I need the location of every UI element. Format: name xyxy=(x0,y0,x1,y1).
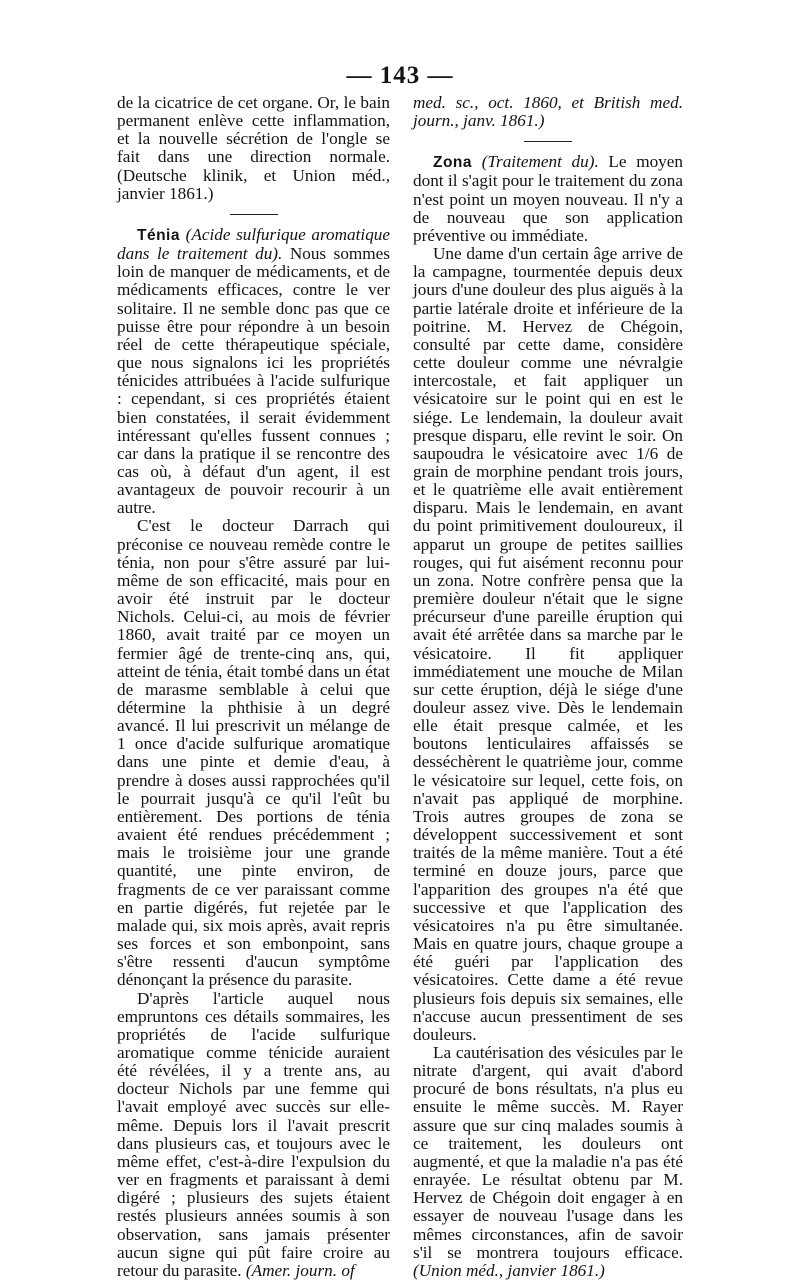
citation-amer-journ: (Amer. journ. of xyxy=(246,1261,355,1280)
paragraph-cauterisation-text: La cautérisation des vésicules par le nitrate d'argent, qui avait d'abord procuré de bons résultats, n'a plus eu ensuite le même succès. M. Rayer assure que sur cinq malades soumis à ce traitement, les douleurs ont augmenté, et que la maladie n'a pas été enrayée. Le résultat obtenu par M. Hervez de Chégoin doit engager à en essayer de nouveau l'usage dans les mêmes circonstances, afin de savoir s'il se montrera toujours efficace. xyxy=(413,1043,683,1262)
entry-body-tenia: Nous sommes loin de manquer de médicaments, et de médicaments efficaces, contre le ver solitaire. Il ne semble donc pas que ce puisse être pour répondre à un besoin réel de cette thérapeutique spéciale, que nous signalons ici les propriétés ténicides attribuées à l'acide sulfurique : cependant, si ces propriétés étaient bien constatées, il serait évidemment intéressant qu'elles fussent connues ; car dans la pratique il se rencontre des cas où, à défaut d'un agent, il est avantageux de pouvoir recourir à un autre. xyxy=(117,244,390,517)
left-column xyxy=(117,94,390,1280)
paragraph-nichols-text: D'après l'article auquel nous empruntons ces détails sommaires, les propriétés de l'acide sulfurique aromatique comme ténicide auraient été révélées, il y a trente ans, au docteur Nichols par une femme qui l'avait employé avec succès sur elle-même. Depuis lors il l'avait prescrit dans plusieurs cas, et toujours avec le même effet, c'est-à-dire l'expulsion du ver en fragments et paraissant à demi digéré ; plusieurs des sujets étaient restés plusieurs années soumis à son observation, sans jamais présenter aucun signe qui pût faire croire au retour du parasite. xyxy=(117,989,390,1280)
section-divider xyxy=(230,214,278,215)
entry-heading-tenia: Ténia xyxy=(137,227,180,244)
paragraph-dame: Une dame d'un certain âge arrive de la campagne, tourmentée depuis deux jours d'une douleur des plus aiguës à la partie latérale droite et inférieure de la poitrine. M. Hervez de Chégoin, consulté par cette dame, considère cette douleur comme une névralgie intercostale, et fait appliquer un vésicatoire sur le point qui en est le siége. Le lendemain, la douleur avait presque disparu, elle revint le soir. On saupoudra le vésicatoire avec 1/6 de grain de morphine pendant trois jours, et le quatrième elle avait entièrement disparu. Mais le lendemain, en avant du point primitivement douloureux, il apparut un groupe de petites saillies rouges, qui fut aisément reconnu pour un zona. Notre confrère pensa que la première douleur n'était que le signe précurseur d'une pareille éruption qui avait été arrêtée dans sa marche par le vésicatoire. Il fit appliquer immédiatement une mouche de Milan sur cette éruption, déjà le siége d'une douleur assez vive. Dès le lendemain elle était presque calmée, et les boutons lenticulaires affaissés se desséchèrent le quatrième jour, comme le vésicatoire sur lequel, cette fois, on n'avait pas appliqué de morphine. Trois autres groupes de zona se développent successivement et sont traités de la même manière. Tout a été terminé en douze jours, parce que l'apparition des groupes n'a été que successive et que l'application des vésicatoires n'a pu être simultanée. Mais en quatre jours, chaque groupe a été guéri par l'application des vésicatoires. Cette dame a été revue plusieurs fois depuis six semaines, elle n'accuse aucun pressentiment de ses douleurs. xyxy=(413,245,683,1044)
citation-continued xyxy=(413,94,683,130)
citation-med-sc: med. sc., oct. 1860, et British med. journ., janv. 1861.) xyxy=(413,93,683,130)
right-column xyxy=(413,94,683,1280)
paragraph-nichols xyxy=(117,990,390,1280)
citation-union-med: (Union méd., janvier 1861.) xyxy=(413,1261,605,1280)
entry-zona xyxy=(413,153,683,245)
paragraph-cauterisation xyxy=(413,1044,683,1280)
entry-heading-zona: Zona xyxy=(433,154,472,171)
paragraph-darrach: C'est le docteur Darrach qui préconise ce nouveau remède contre le ténia, non pour s'être assuré par lui-même de son efficacité, mais pour en avoir été instruit par le docteur Nichols. Celui-ci, au mois de février 1860, avait traité par ce moyen un fermier âgé de trente-cinq ans, qui, atteint de ténia, était tombé dans un état de marasme semblable à celui que détermine la phthisie à un degré avancé. Il lui prescrivit un mélange de 1 once d'acide sulfurique aromatique dans une pinte et demie d'eau, à prendre à doses aussi rapprochées qu'il le pourrait jusqu'à ce qu'il l'eût bu entièrement. Des portions de ténia avaient été rendues précédemment ; mais le troisième jour une grande quantité, une pinte environ, de fragments de ce ver paraissant comme en partie digérés, fut rejetée par le malade qui, six mois après, avait repris ses forces et son embonpoint, sans s'être ressenti d'aucun symptôme dénonçant la présence du parasite. xyxy=(117,517,390,989)
paragraph-cicatrice: de la cicatrice de cet organe. Or, le bain permanent enlève cette inflammation, et la nouvelle sécrétion de l'ongle se fait dans une direction normale. (Deutsche klinik, et Union méd., janvier 1861.) xyxy=(117,94,390,203)
entry-subtitle-tenia: (Acide sulfurique aromatique dans le traitement du). xyxy=(117,225,390,263)
page-number: — 143 — xyxy=(0,62,800,90)
entry-body-zona: Le moyen dont il s'agit pour le traitement du zona n'est point un moyen nouveau. Il n'y a de nouveau que son application préventive ou immédiate. xyxy=(413,152,683,245)
section-divider xyxy=(524,141,572,142)
entry-subtitle-zona: (Traitement du). xyxy=(482,152,599,171)
entry-tenia xyxy=(117,226,390,518)
